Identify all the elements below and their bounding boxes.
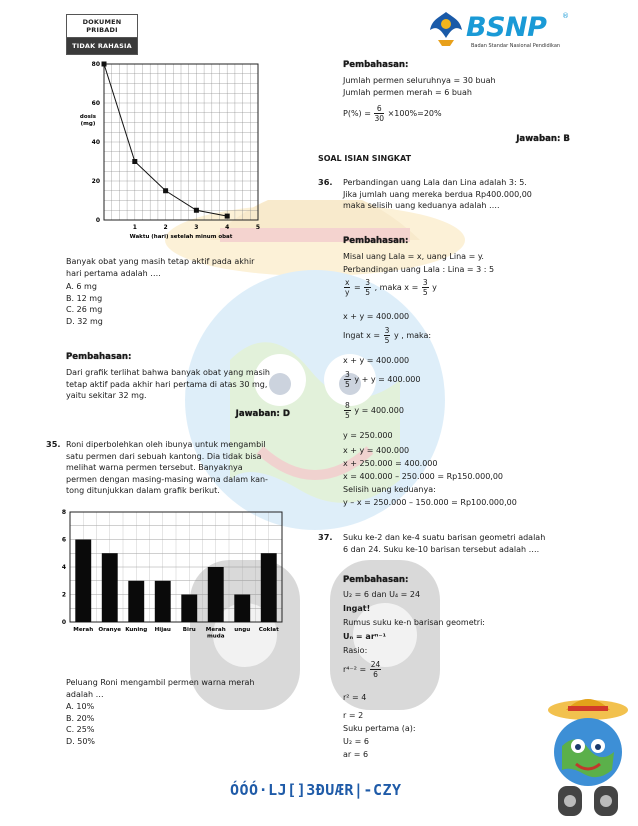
category-label: Kuning <box>125 627 148 633</box>
ingat-text: y , maka: <box>393 331 432 340</box>
q37-line-3: Rumus suku ke-n barisan geometri: <box>343 618 485 627</box>
bar <box>75 540 91 623</box>
q36-question-line: Perbandingan uang Lala dan Lina adalah 3: 5. <box>343 178 527 187</box>
fraction-denominator: 5 <box>384 336 390 345</box>
q35-explanation-line: Jumlah permen seluruhnya = 30 buah <box>343 76 496 85</box>
globe-mascot-icon <box>546 696 630 820</box>
equals-sign: = <box>354 283 361 292</box>
q37-line-9: Suku pertama (a): <box>343 724 416 733</box>
equation-text: y = 400.000 <box>354 406 404 415</box>
q36-line-5: x + y = 400.000 <box>343 356 410 365</box>
q36-ingat-line <box>343 326 431 345</box>
q34-explanation-line: Dari grafik terlihat bahwa banyak obat yang masih <box>66 368 270 377</box>
fraction <box>344 278 350 297</box>
q35-question-line: Roni diperbolehkan oleh ibunya untuk mengambil <box>66 440 266 449</box>
fraction-numerator: x <box>345 278 350 287</box>
category-label: Hijau <box>154 627 171 633</box>
y-tick-label: 6 <box>61 536 66 544</box>
bar <box>261 553 277 622</box>
fraction <box>364 278 371 297</box>
fraction <box>344 401 351 420</box>
q35-ask <box>66 677 290 700</box>
x-tick-label: 1 <box>132 224 137 231</box>
y-tick-label: 60 <box>91 100 100 107</box>
stamp-line-2: TIDAK RAHASIA <box>67 38 137 54</box>
y-tick-label: 40 <box>91 139 100 146</box>
category-label: Merah <box>73 627 94 633</box>
fraction <box>344 370 351 389</box>
y-axis-label: dosis <box>79 114 97 120</box>
q36-line-1: Misal uang Lala = x, uang Lina = y. <box>343 252 484 261</box>
q37-question <box>343 532 573 555</box>
y-tick-label: 2 <box>61 591 66 599</box>
q35-explanation <box>343 75 496 98</box>
fraction-numerator: 3 <box>345 370 350 379</box>
y-axis-label: (mg) <box>80 121 96 127</box>
data-point <box>225 214 230 219</box>
bar <box>155 581 171 622</box>
q36-line-12: Selisih uang keduanya: <box>343 485 436 494</box>
q35-number: 35. <box>46 439 61 449</box>
fraction-denominator: 5 <box>365 288 371 297</box>
q36-line-11: x = 400.000 – 250.000 = Rp150.000,00 <box>343 472 504 481</box>
fraction-numerator: 24 <box>370 660 381 669</box>
q35-option-c: C. 25% <box>66 725 95 735</box>
q34-option-a: A. 6 mg <box>66 282 97 291</box>
q37-line-7: r² = 4 <box>343 693 367 702</box>
fraction-numerator: 3 <box>422 278 428 287</box>
q37-line-8: r = 2 <box>343 711 364 720</box>
q36-question-line: Jika jumlah uang mereka berdua Rp400.000,00 <box>343 189 532 199</box>
fraction-numerator: 3 <box>365 278 371 287</box>
q36-ratio-line <box>343 278 437 297</box>
q36-question <box>343 177 573 212</box>
q35-option-d: D. 50% <box>66 736 96 746</box>
fraction-denominator: 6 <box>373 670 378 679</box>
q37-pembahasan-label: Pembahasan: <box>343 575 409 585</box>
registered-icon: ® <box>562 12 569 20</box>
q34-explanation-line: yaitu sekitar 32 mg. <box>66 391 147 401</box>
q35-question-line: tong ditunjukkan dalam grafik berikut. <box>66 486 220 496</box>
category-label: Coklat <box>258 627 279 633</box>
bar <box>128 581 144 622</box>
fraction-denominator: 5 <box>422 288 428 297</box>
y-tick-label: 20 <box>91 178 100 185</box>
y-tick-label: 8 <box>61 509 66 516</box>
data-point <box>132 159 137 164</box>
q34-question-line: hari pertama adalah …. <box>66 268 161 278</box>
q35-option-b: B. 20% <box>66 713 95 723</box>
q34-question <box>66 256 290 279</box>
ingat-text: Ingat x = <box>343 331 381 340</box>
ratio-text: , maka x = <box>374 283 419 292</box>
y-tick-label: 4 <box>61 564 66 571</box>
category-label: Biru <box>182 627 196 633</box>
q36-line-13: y – x = 250.000 – 150.000 = Rp100.000,00 <box>343 498 517 507</box>
x-tick-label: 4 <box>225 224 230 231</box>
x-tick-label: 5 <box>255 224 261 231</box>
q37-ingat: Ingat! <box>343 604 371 613</box>
bar <box>181 595 197 623</box>
q35-formula <box>343 104 442 123</box>
q37-formula: Uₙ = arⁿ⁻¹ <box>343 632 387 641</box>
q36-line-3: x + y = 400.000 <box>343 312 410 321</box>
q37-line-1: U₂ = 6 dan U₄ = 24 <box>343 590 421 599</box>
document-stamp <box>66 14 138 55</box>
equation-text: r⁴⁻² = <box>343 665 367 674</box>
logo-tagline: Badan Standar Nasional Pendidikan <box>471 43 561 49</box>
fraction-numerator: 6 <box>374 104 384 114</box>
q37-line-10: U₂ = 6 <box>343 737 369 746</box>
y-tick-label: 0 <box>95 217 100 224</box>
fraction <box>384 326 391 345</box>
q36-line-2: Perbandingan uang Lala : Lina = 3 : 5 <box>343 265 495 274</box>
q37-ratio-equation <box>343 660 382 679</box>
q34-answer: Jawaban: D <box>235 409 290 419</box>
q37-question-line: Suku ke-2 dan ke-4 suatu barisan geometri adalah <box>343 533 546 542</box>
q35-ask-line: Peluang Roni mengambil permen warna merah <box>66 678 255 687</box>
fraction <box>422 278 429 297</box>
fraction-denominator: 30 <box>374 114 385 123</box>
category-label: Oranye <box>98 627 122 633</box>
stamp-line-1: DOKUMEN PRIBADI <box>67 15 137 38</box>
q36-question-line: maka selisih uang keduanya adalah …. <box>343 201 500 211</box>
garuda-emblem-icon <box>428 8 464 48</box>
q37-rasio-label: Rasio: <box>343 646 368 655</box>
bar <box>208 567 224 622</box>
fraction <box>370 660 382 679</box>
category-label: muda <box>206 633 225 640</box>
x-tick-label: 3 <box>194 224 199 231</box>
q34-option-c: C. 26 mg <box>66 305 103 315</box>
data-point <box>194 208 199 213</box>
bar <box>234 595 250 623</box>
q34-options <box>66 281 103 327</box>
ratio-text: y <box>432 283 437 292</box>
q36-line-8: y = 250.000 <box>343 431 393 440</box>
q35-formula-rhs: ×100%=20% <box>387 109 442 118</box>
q35-pembahasan-label: Pembahasan: <box>343 60 409 70</box>
q35-question-line: permen dengan masing-masing warna dalam kan- <box>66 474 268 484</box>
fraction-numerator: 8 <box>345 401 350 410</box>
x-axis-label: Waktu (hari) setelah minum obat <box>129 234 233 240</box>
q37-question-line: 6 dan 24. Suku ke-10 barisan tersebut adalah …. <box>343 544 540 554</box>
q35-ask-line: adalah … <box>66 689 104 699</box>
q34-option-b: B. 12 mg <box>66 293 103 303</box>
q34-explanation <box>66 367 290 402</box>
q35-question <box>66 439 290 497</box>
q36-line-10: x + 250.000 = 400.000 <box>343 459 438 468</box>
logo-word: BSNP <box>466 12 547 43</box>
q34-question-line: Banyak obat yang masih tetap aktif pada akhir <box>66 257 255 266</box>
x-tick-label: 2 <box>163 224 168 231</box>
data-point <box>102 62 107 67</box>
fraction-denominator: 5 <box>345 380 350 389</box>
q34-option-d: D. 32 mg <box>66 316 103 326</box>
candy-color-bar-chart <box>56 506 292 672</box>
section-title: SOAL ISIAN SINGKAT <box>318 154 412 163</box>
q35-formula-fraction <box>374 104 384 123</box>
q36-pembahasan-label: Pembahasan: <box>343 236 409 246</box>
category-label: ungu <box>234 627 251 633</box>
q35-answer: Jawaban: B <box>516 134 570 144</box>
q37-number: 37. <box>318 532 333 542</box>
fraction-denominator: 5 <box>345 411 350 420</box>
q35-question-line: melihat warna permen tersebut. Banyaknya <box>66 463 243 473</box>
q36-number: 36. <box>318 177 333 187</box>
category-label: Merah <box>205 627 226 633</box>
footer-mark: ÓÓÓ·LJ[]3ÐUÆR|-CZY <box>230 781 402 799</box>
q35-option-a: A. 10% <box>66 702 95 711</box>
y-tick-label: 80 <box>91 61 100 68</box>
q36-line-7 <box>343 401 404 420</box>
bsnp-logo <box>428 6 578 56</box>
drug-dosage-line-chart <box>66 56 278 250</box>
y-tick-label: 0 <box>61 619 66 626</box>
q35-question-line: satu permen dari sebuah kantong. Dia tidak bisa <box>66 451 262 461</box>
equation-text: y + y = 400.000 <box>354 375 421 384</box>
fraction-denominator: y <box>345 288 350 297</box>
q36-line-9: x + y = 400.000 <box>343 446 410 455</box>
q35-explanation-line: Jumlah permen merah = 6 buah <box>343 87 472 97</box>
q35-options <box>66 701 95 747</box>
q34-pembahasan-label: Pembahasan: <box>66 352 132 362</box>
q37-line-11: ar = 6 <box>343 750 369 759</box>
data-point <box>163 188 168 193</box>
q34-explanation-line: tetap aktif pada akhir hari pertama di atas 30 mg, <box>66 379 268 389</box>
q36-line-6 <box>343 370 420 389</box>
bar <box>102 553 118 622</box>
fraction-numerator: 3 <box>384 326 390 335</box>
q35-formula-lhs: P(%) = <box>343 109 371 118</box>
